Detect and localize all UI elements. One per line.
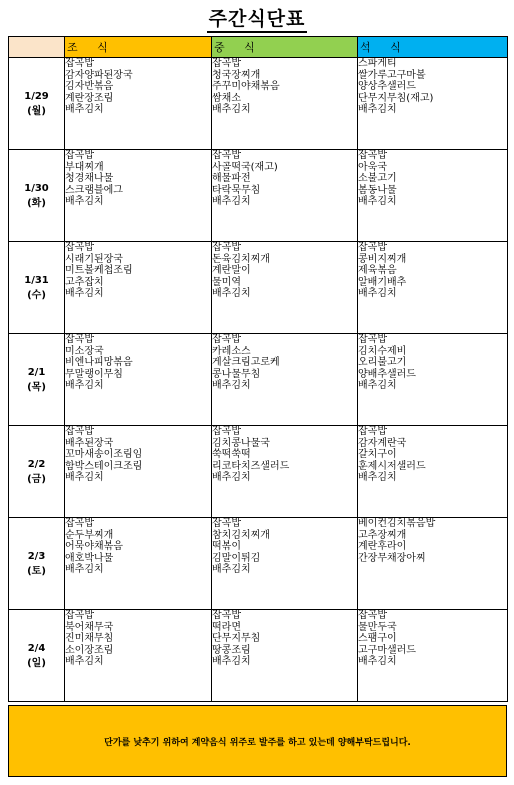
menu-item: 잡곡밥 xyxy=(212,610,241,621)
menu-item: 소불고기 xyxy=(358,173,397,184)
menu-item: 잡곡밥 xyxy=(358,242,387,253)
lunch-header: 중 식 xyxy=(212,37,358,58)
day-weekday: (월) xyxy=(27,105,46,117)
menu-item: 잡곡밥 xyxy=(65,426,94,437)
menu-item: 잡곡밥 xyxy=(212,242,241,253)
dinner-cell xyxy=(358,334,508,426)
menu-item: 소이장조림 xyxy=(65,644,114,656)
menu-item: 배추김치 xyxy=(358,656,397,667)
menu-item: 순두부찌개 xyxy=(65,529,114,541)
menu-item: 배추김치 xyxy=(212,472,251,483)
menu-item: 함박스테이크조림 xyxy=(65,460,143,472)
menu-item: 땅콩조림 xyxy=(212,644,251,656)
day-date: 2/3 xyxy=(27,550,46,562)
corner-cell xyxy=(9,37,65,58)
menu-item: 잡곡밥 xyxy=(212,150,241,161)
breakfast-cell xyxy=(65,58,212,150)
menu-item: 무말랭이무침 xyxy=(65,368,123,380)
menu-item: 청국장찌개 xyxy=(212,69,261,81)
day-weekday: (수) xyxy=(27,289,46,301)
menu-item: 미소장국 xyxy=(65,345,104,357)
menu-item: 스크램블에그 xyxy=(65,184,123,196)
menu-item: 미트볼케첩조림 xyxy=(65,265,133,276)
menu-item: 참치김치찌개 xyxy=(212,529,270,541)
day-date: 1/31 xyxy=(24,274,49,286)
breakfast-cell xyxy=(65,242,212,334)
menu-item: 잡곡밥 xyxy=(65,58,94,69)
menu-item: 부대찌개 xyxy=(65,161,104,173)
menu-item: 배추김치 xyxy=(65,656,104,667)
menu-item: 쌈채소 xyxy=(212,92,241,104)
breakfast-cell xyxy=(65,150,212,242)
lunch-cell xyxy=(212,58,358,150)
menu-item: 진미채무침 xyxy=(65,633,114,644)
menu-item: 배추김치 xyxy=(358,380,397,391)
menu-item: 배추김치 xyxy=(212,380,251,391)
menu-item: 스팸구이 xyxy=(358,633,397,644)
day-row xyxy=(9,518,508,610)
menu-item: 잡곡밥 xyxy=(212,518,241,529)
menu-item: 배추김치 xyxy=(65,472,104,483)
day-row xyxy=(9,58,508,150)
menu-item: 계란후라이 xyxy=(358,541,407,552)
day-row xyxy=(9,150,508,242)
menu-item: 물미역 xyxy=(212,276,241,288)
menu-item: 꼬마새송이조림임 xyxy=(65,449,143,460)
day-label-cell xyxy=(9,150,65,242)
day-weekday: (일) xyxy=(27,657,46,669)
menu-item: 제육볶음 xyxy=(358,265,397,276)
menu-item: 배추김치 xyxy=(358,288,397,299)
dinner-cell xyxy=(358,426,508,518)
menu-item: 사골떡국(재고) xyxy=(212,161,278,173)
dinner-cell xyxy=(358,150,508,242)
menu-item: 감자계란국 xyxy=(358,437,407,449)
menu-item: 잡곡밥 xyxy=(358,610,387,621)
menu-item: 배추된장국 xyxy=(65,437,114,449)
menu-item: 배추김치 xyxy=(358,196,397,207)
menu-item: 스파게티 xyxy=(358,58,397,69)
menu-item: 잡곡밥 xyxy=(212,334,241,345)
menu-item: 타락묵무침 xyxy=(212,184,261,196)
day-date: 2/4 xyxy=(27,642,46,654)
menu-item: 단무지무침(재고) xyxy=(358,92,434,104)
lunch-cell xyxy=(212,242,358,334)
menu-item: 잡곡밥 xyxy=(65,610,94,621)
menu-item: 떡라면 xyxy=(212,621,241,633)
menu-item: 배추김치 xyxy=(212,196,251,207)
day-label-cell xyxy=(9,610,65,702)
day-row xyxy=(9,242,508,334)
weekly-menu-table xyxy=(8,36,508,702)
menu-item: 배추김치 xyxy=(212,104,251,115)
menu-item: 돈육김치찌개 xyxy=(212,253,270,265)
breakfast-cell xyxy=(65,426,212,518)
menu-item: 청경채나물 xyxy=(65,173,114,184)
menu-item: 김자반볶음 xyxy=(65,81,114,92)
menu-item: 물만두국 xyxy=(358,621,397,633)
lunch-cell xyxy=(212,426,358,518)
menu-item: 배추김치 xyxy=(65,380,104,391)
menu-item: 콩나물무침 xyxy=(212,368,261,380)
day-weekday: (목) xyxy=(27,381,46,393)
dinner-cell xyxy=(358,58,508,150)
menu-item: 쌀가루고구마볼 xyxy=(358,69,426,81)
day-label-cell xyxy=(9,426,65,518)
breakfast-header: 조 식 xyxy=(65,37,212,58)
day-date: 2/2 xyxy=(27,458,46,470)
lunch-cell xyxy=(212,518,358,610)
menu-item: 고구마샐러드 xyxy=(358,644,416,656)
menu-item: 잡곡밥 xyxy=(65,518,94,529)
menu-item: 떡볶이 xyxy=(212,541,241,552)
menu-item: 김말이튀김 xyxy=(212,552,261,564)
menu-item: 잡곡밥 xyxy=(358,426,387,437)
lunch-cell xyxy=(212,334,358,426)
menu-item: 배추김치 xyxy=(65,196,104,207)
day-label-cell xyxy=(9,58,65,150)
day-row xyxy=(9,334,508,426)
day-weekday: (토) xyxy=(27,565,46,577)
menu-item: 고추잡치 xyxy=(65,276,104,288)
dinner-cell xyxy=(358,518,508,610)
menu-item: 배추김치 xyxy=(65,104,104,115)
menu-item: 배추김치 xyxy=(65,564,104,575)
notice-text: 단가를 낮추기 위하여 계약음식 위주로 발주를 하고 있는데 양해부탁드립니다. xyxy=(104,737,411,748)
menu-item: 리코타치즈샐러드 xyxy=(212,460,290,472)
menu-item: 시래기된장국 xyxy=(65,253,123,265)
day-date: 1/29 xyxy=(24,90,49,102)
menu-item: 어묵야채볶음 xyxy=(65,541,123,552)
day-row xyxy=(9,426,508,518)
menu-item: 비엔나피망볶음 xyxy=(65,357,133,368)
menu-item: 아욱국 xyxy=(358,161,387,173)
menu-item: 배추김치 xyxy=(212,656,251,667)
menu-item: 잡곡밥 xyxy=(212,58,241,69)
day-label-cell xyxy=(9,518,65,610)
day-label-cell xyxy=(9,242,65,334)
menu-item: 카레소스 xyxy=(212,345,251,357)
lunch-cell xyxy=(212,150,358,242)
menu-item: 훈제시저샐러드 xyxy=(358,460,426,472)
day-weekday: (화) xyxy=(27,197,46,209)
menu-item: 애호박나물 xyxy=(65,552,114,564)
menu-item: 김치콩나물국 xyxy=(212,437,270,449)
day-label-cell xyxy=(9,334,65,426)
day-date: 2/1 xyxy=(27,366,46,378)
menu-item: 오리불고기 xyxy=(358,357,407,368)
dinner-cell xyxy=(358,242,508,334)
menu-item: 주꾸미야채볶음 xyxy=(212,81,280,92)
menu-item: 배추김치 xyxy=(358,472,397,483)
menu-item: 김치수제비 xyxy=(358,345,407,357)
menu-item: 잡곡밥 xyxy=(212,426,241,437)
menu-item: 계란장조림 xyxy=(65,92,114,104)
page-title: 주간식단표 xyxy=(0,4,514,31)
breakfast-cell xyxy=(65,610,212,702)
menu-item: 배추김치 xyxy=(212,288,251,299)
menu-item: 베이컨김치볶음밥 xyxy=(358,518,436,529)
day-weekday: (금) xyxy=(27,473,46,485)
menu-item: 콩비지찌개 xyxy=(358,253,407,265)
menu-item: 북어채무국 xyxy=(65,621,114,633)
menu-item: 봄동나물 xyxy=(358,184,397,196)
menu-item: 간장무채장아찌 xyxy=(358,552,426,564)
menu-item: 갈치구이 xyxy=(358,449,397,460)
menu-item: 잡곡밥 xyxy=(358,150,387,161)
menu-item: 양상추샐러드 xyxy=(358,81,416,92)
menu-item: 쑥떡쑥떡 xyxy=(212,449,251,460)
menu-item: 단무지무침 xyxy=(212,633,261,644)
menu-item: 잡곡밥 xyxy=(358,334,387,345)
menu-item: 양배추샐러드 xyxy=(358,368,416,380)
menu-item: 계란말이 xyxy=(212,265,251,276)
menu-item: 잡곡밥 xyxy=(65,242,94,253)
menu-item: 잡곡밥 xyxy=(65,150,94,161)
menu-item: 배추김치 xyxy=(358,104,397,115)
breakfast-cell xyxy=(65,334,212,426)
menu-item: 고추장찌개 xyxy=(358,529,407,541)
day-row xyxy=(9,610,508,702)
menu-item: 배추김치 xyxy=(212,564,251,575)
day-date: 1/30 xyxy=(24,182,49,194)
header-row xyxy=(9,37,508,58)
menu-item: 게살크림고로케 xyxy=(212,357,280,368)
breakfast-cell xyxy=(65,518,212,610)
menu-item: 잡곡밥 xyxy=(65,334,94,345)
menu-item: 해물파전 xyxy=(212,173,251,184)
dinner-cell xyxy=(358,610,508,702)
menu-item: 알배기배추 xyxy=(358,276,407,288)
menu-item: 배추김치 xyxy=(65,288,104,299)
lunch-cell xyxy=(212,610,358,702)
notice-banner xyxy=(8,705,507,777)
dinner-header: 석 식 xyxy=(358,37,508,58)
menu-item: 감자양파된장국 xyxy=(65,69,133,81)
